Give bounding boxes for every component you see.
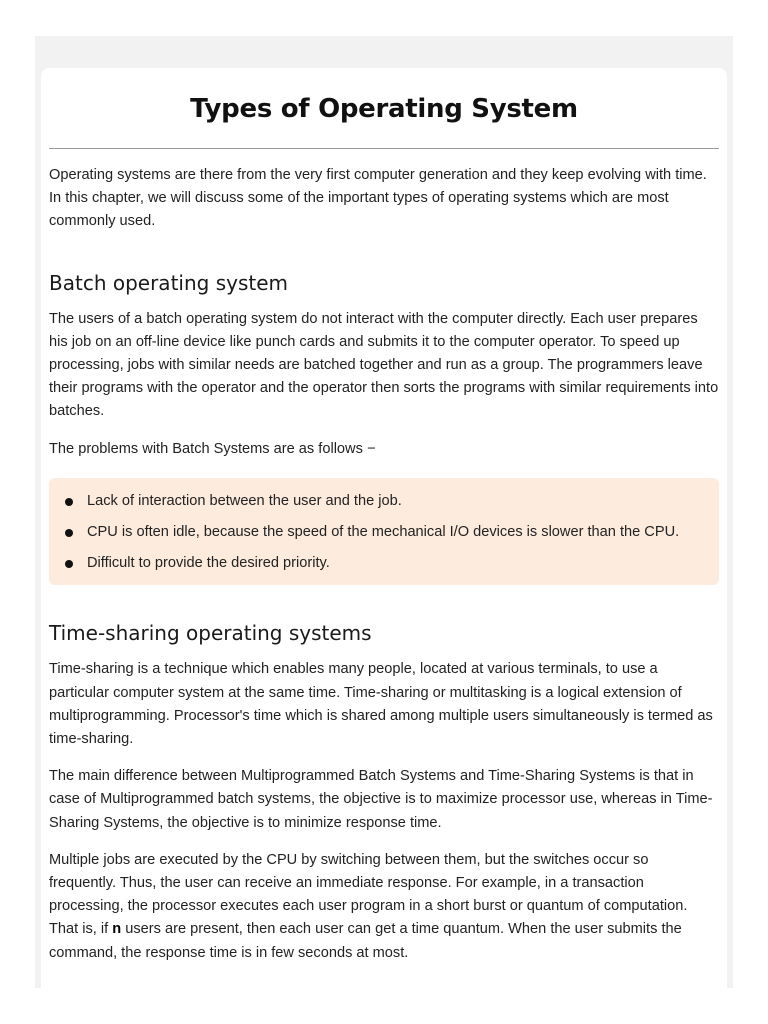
title-divider [49, 148, 719, 149]
timesharing-paragraph-2: The main difference between Multiprogrammed Batch Systems and Time-Sharing Systems is that in case of Multiprogrammed batch systems, the objective is to maximize processor use, whereas in Time-Sharing Systems, the objective is to minimize response time. [49, 768, 713, 831]
list-item: CPU is often idle, because the speed of the mechanical I/O devices is slower than the CPU. [65, 521, 703, 544]
article-card [41, 68, 727, 988]
batch-problems-intro: The problems with Batch Systems are as follows − [49, 440, 376, 457]
list-item: Difficult to provide the desired priority. [65, 552, 703, 575]
list-item: Lack of interaction between the user and the job. [65, 490, 703, 513]
intro-paragraph: Operating systems are there from the very first computer generation and they keep evolving with time. In this chapter, we will discuss some of the important types of operating systems which are most commonly used. [49, 167, 707, 230]
batch-paragraph: The users of a batch operating system do not interact with the computer directly. Each user prepares his job on an off-line device like punch cards and submits it to the computer operator. To speed up processing, jobs with similar needs are batched together and run as a group. The programmers leave their programs with the operator and the operator then sorts the programs with similar requirements into batches. [49, 310, 719, 420]
timesharing-paragraph-3 [49, 849, 719, 965]
section-heading-batch: Batch operating system [49, 270, 288, 295]
timesharing-paragraph-1: Time-sharing is a technique which enables many people, located at various terminals, to use a particular computer system at the same time. Time-sharing or multitasking is a logical extension of multiprogramming. Processor's time which is shared among multiple users simultaneously is termed as time-sharing. [49, 661, 713, 748]
bold-term: n [112, 921, 122, 938]
paragraph-text: Multiple jobs are executed by the CPU by switching between them, but the switches occur so frequently. Thus, the user can receive an immediate response. For example, in a transaction processing, the processor executes each user program in a short burst or quantum of computation. That is, if [49, 851, 688, 938]
page-title: Types of Operating System [190, 94, 578, 124]
batch-problems-list [49, 478, 719, 586]
section-heading-timesharing: Time-sharing operating systems [49, 621, 372, 646]
paragraph-text: users are present, then each user can get a time quantum. When the user submits the command, the response time is in few seconds at most. [49, 921, 682, 961]
page-background [35, 36, 733, 988]
